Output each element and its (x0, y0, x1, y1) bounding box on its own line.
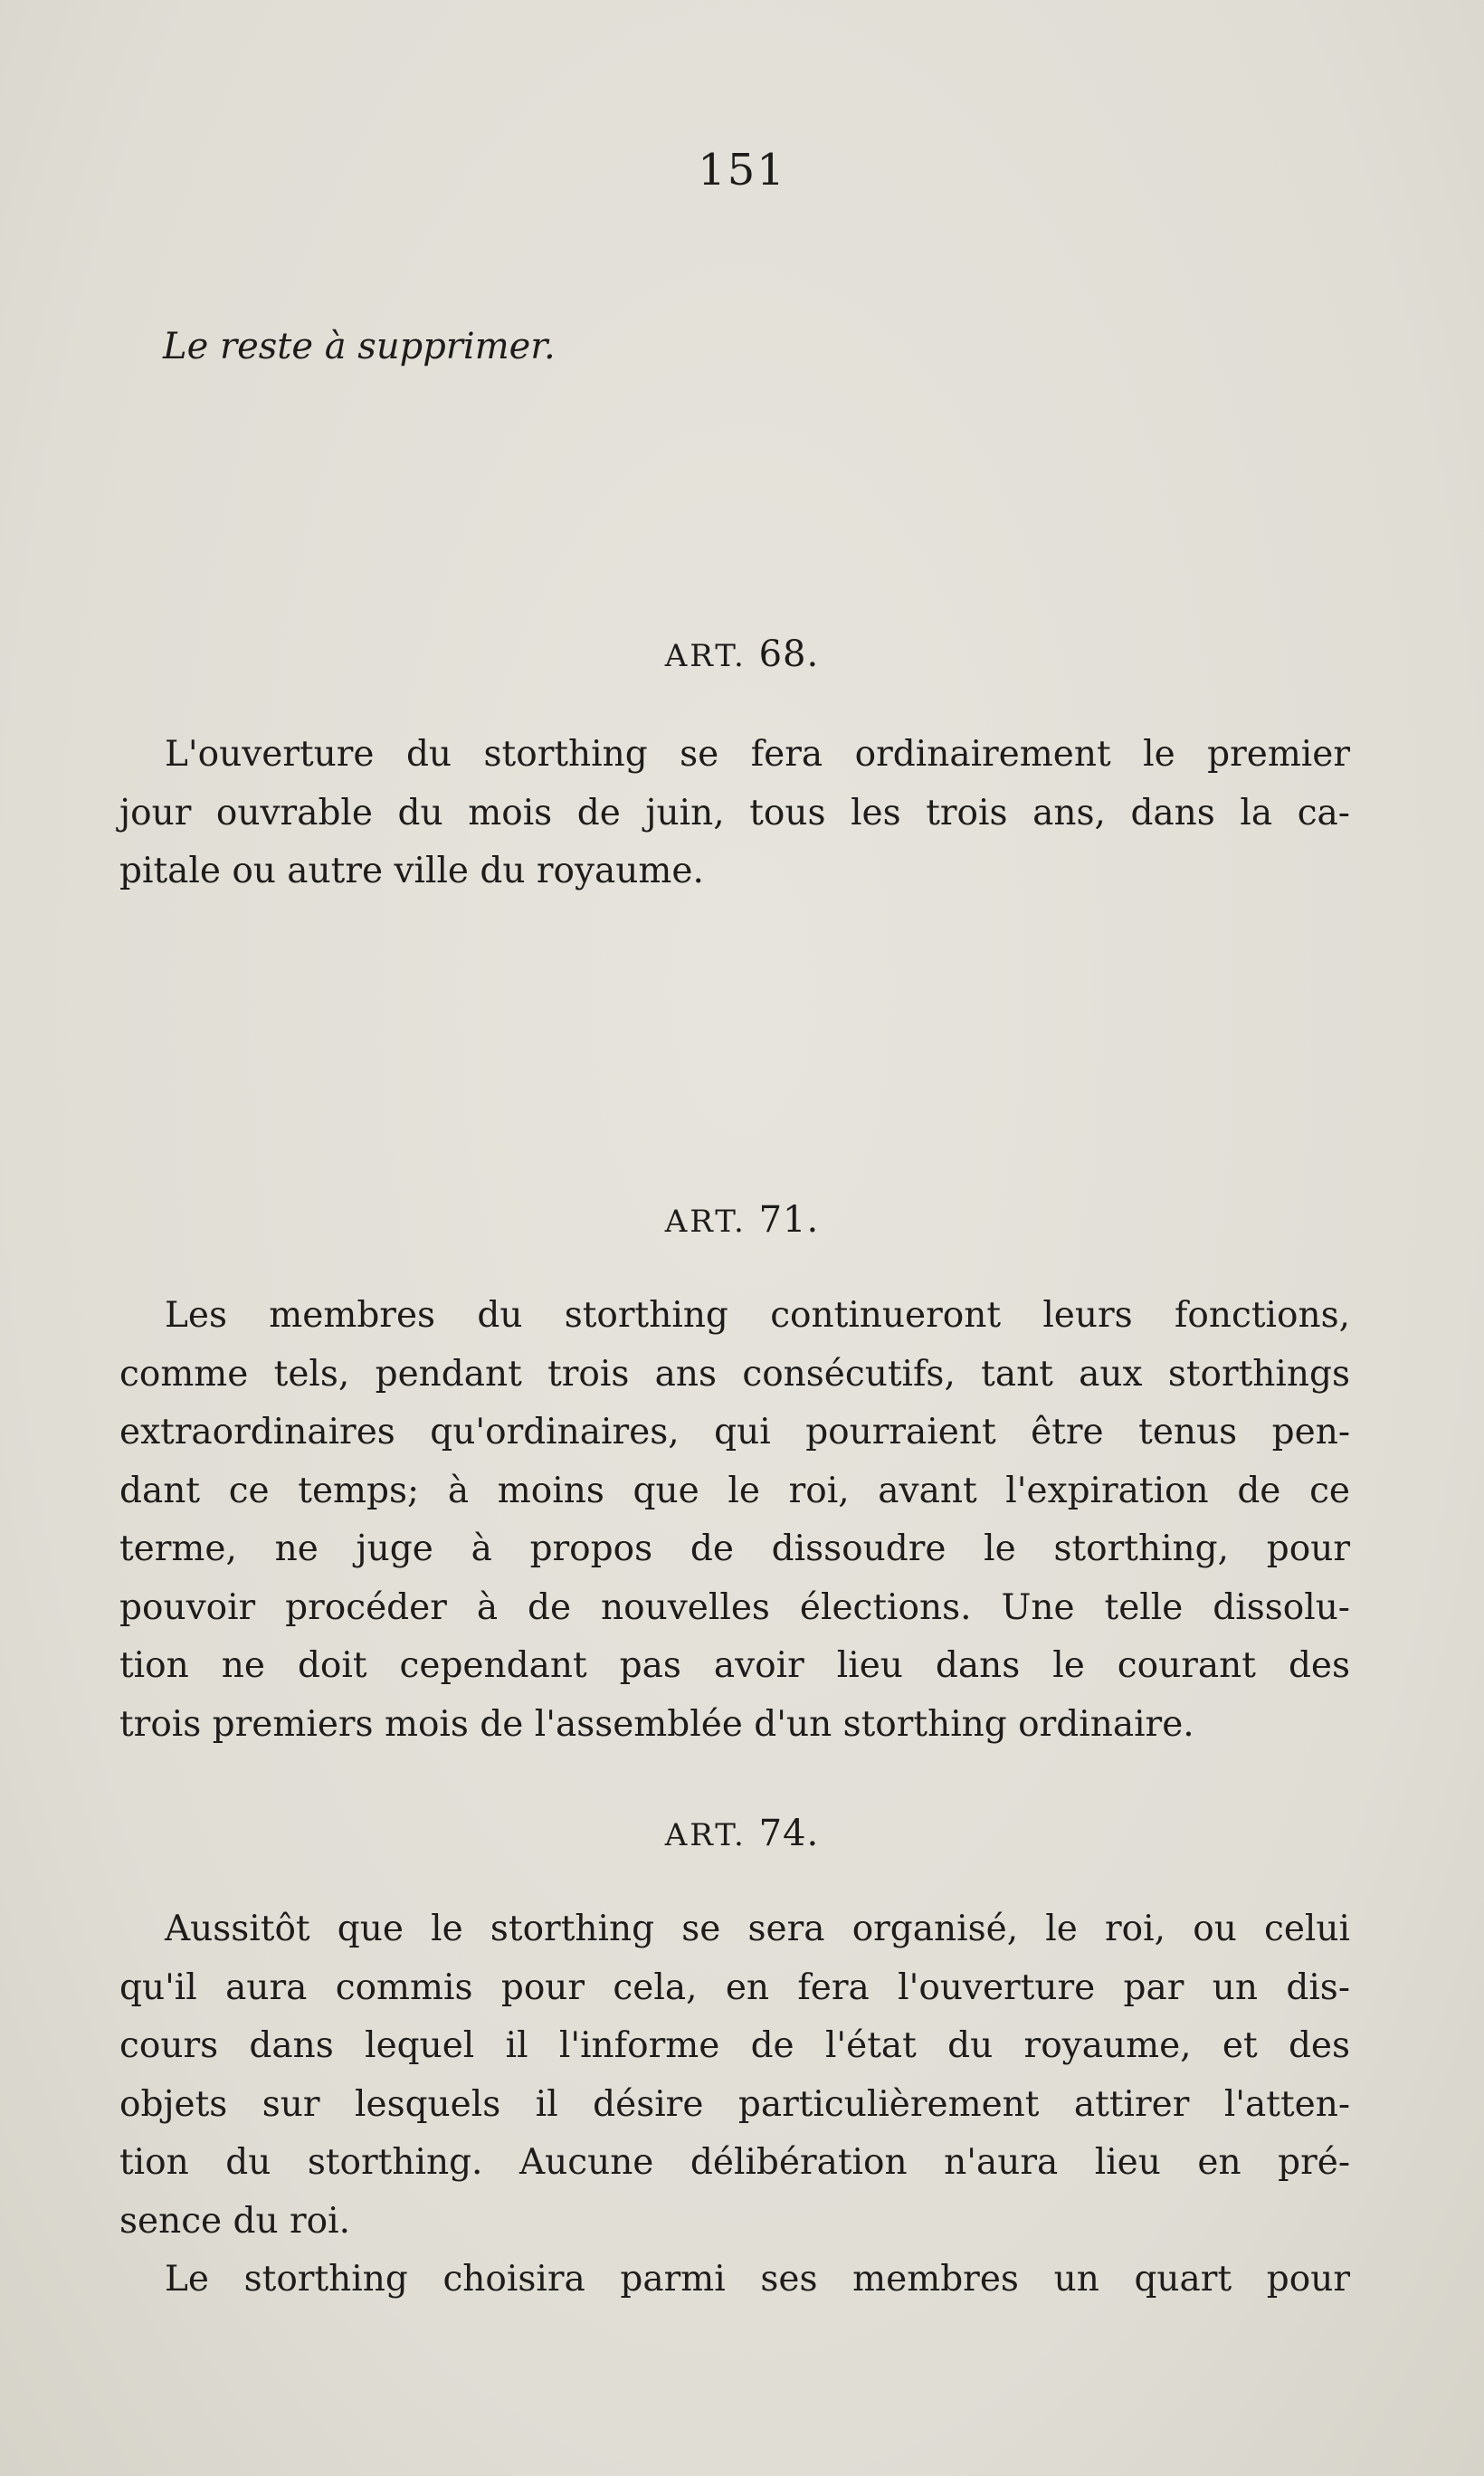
text-line: objets sur lesquels il désire particulièrement attirer l'atten- (119, 2083, 1350, 2125)
article-heading-prefix: ART. (664, 638, 747, 674)
article-71-heading (0, 1199, 1484, 1241)
text-line: Aussitôt que le storthing se sera organisé, le roi, ou celui (165, 1909, 1350, 1949)
article-heading-number: 68. (758, 633, 820, 675)
text-line: trois premiers mois de l'assemblée d'un storthing ordinaire. (119, 1703, 1194, 1745)
text-line: extraordinaires qu'ordinaires, qui pourraient être tenus pen- (119, 1412, 1350, 1452)
article-68-heading (0, 633, 1484, 675)
text-line: dant ce temps; à moins que le roi, avant l'expiration de ce (119, 1470, 1350, 1511)
article-heading-number: 74. (758, 1813, 820, 1854)
text-line: Le storthing choisira parmi ses membres un quart pour (165, 2259, 1350, 2300)
article-68-paragraph (119, 726, 1350, 901)
text-line: L'ouverture du storthing se fera ordinairement le premier (165, 734, 1350, 775)
article-74-heading (0, 1813, 1484, 1854)
text-line: terme, ne juge à propos de dissoudre le storthing, pour (119, 1528, 1350, 1569)
text-line: qu'il aura commis pour cela, en fera l'ouverture par un dis- (119, 1967, 1350, 2008)
text-line: comme tels, pendant trois ans consécutifs, tant aux storthings (119, 1353, 1350, 1395)
article-71-paragraph (119, 1287, 1350, 1754)
article-heading-prefix: ART. (664, 1817, 747, 1853)
lead-note: Le reste à supprimer. (163, 326, 556, 367)
page-number: 151 (698, 145, 786, 195)
text-line: cours dans lequel il l'informe de l'état du royaume, et des (119, 2025, 1350, 2066)
text-line: jour ouvrable du mois de juin, tous les trois ans, dans la ca- (119, 792, 1350, 833)
article-74-paragraph (119, 1900, 1350, 2309)
article-heading-number: 71. (758, 1199, 820, 1241)
text-line: tion ne doit cependant pas avoir lieu dans le courant des (119, 1645, 1350, 1686)
text-line: tion du storthing. Aucune délibération n'aura lieu en pré- (119, 2142, 1350, 2183)
text-line: Les membres du storthing continueront leurs fonctions, (165, 1295, 1350, 1336)
text-line: pitale ou autre ville du royaume. (119, 851, 704, 891)
text-line: sence du roi. (119, 2200, 351, 2242)
text-line: pouvoir procéder à de nouvelles élections. Une telle dissolu- (119, 1586, 1350, 1628)
article-heading-prefix: ART. (664, 1204, 747, 1240)
